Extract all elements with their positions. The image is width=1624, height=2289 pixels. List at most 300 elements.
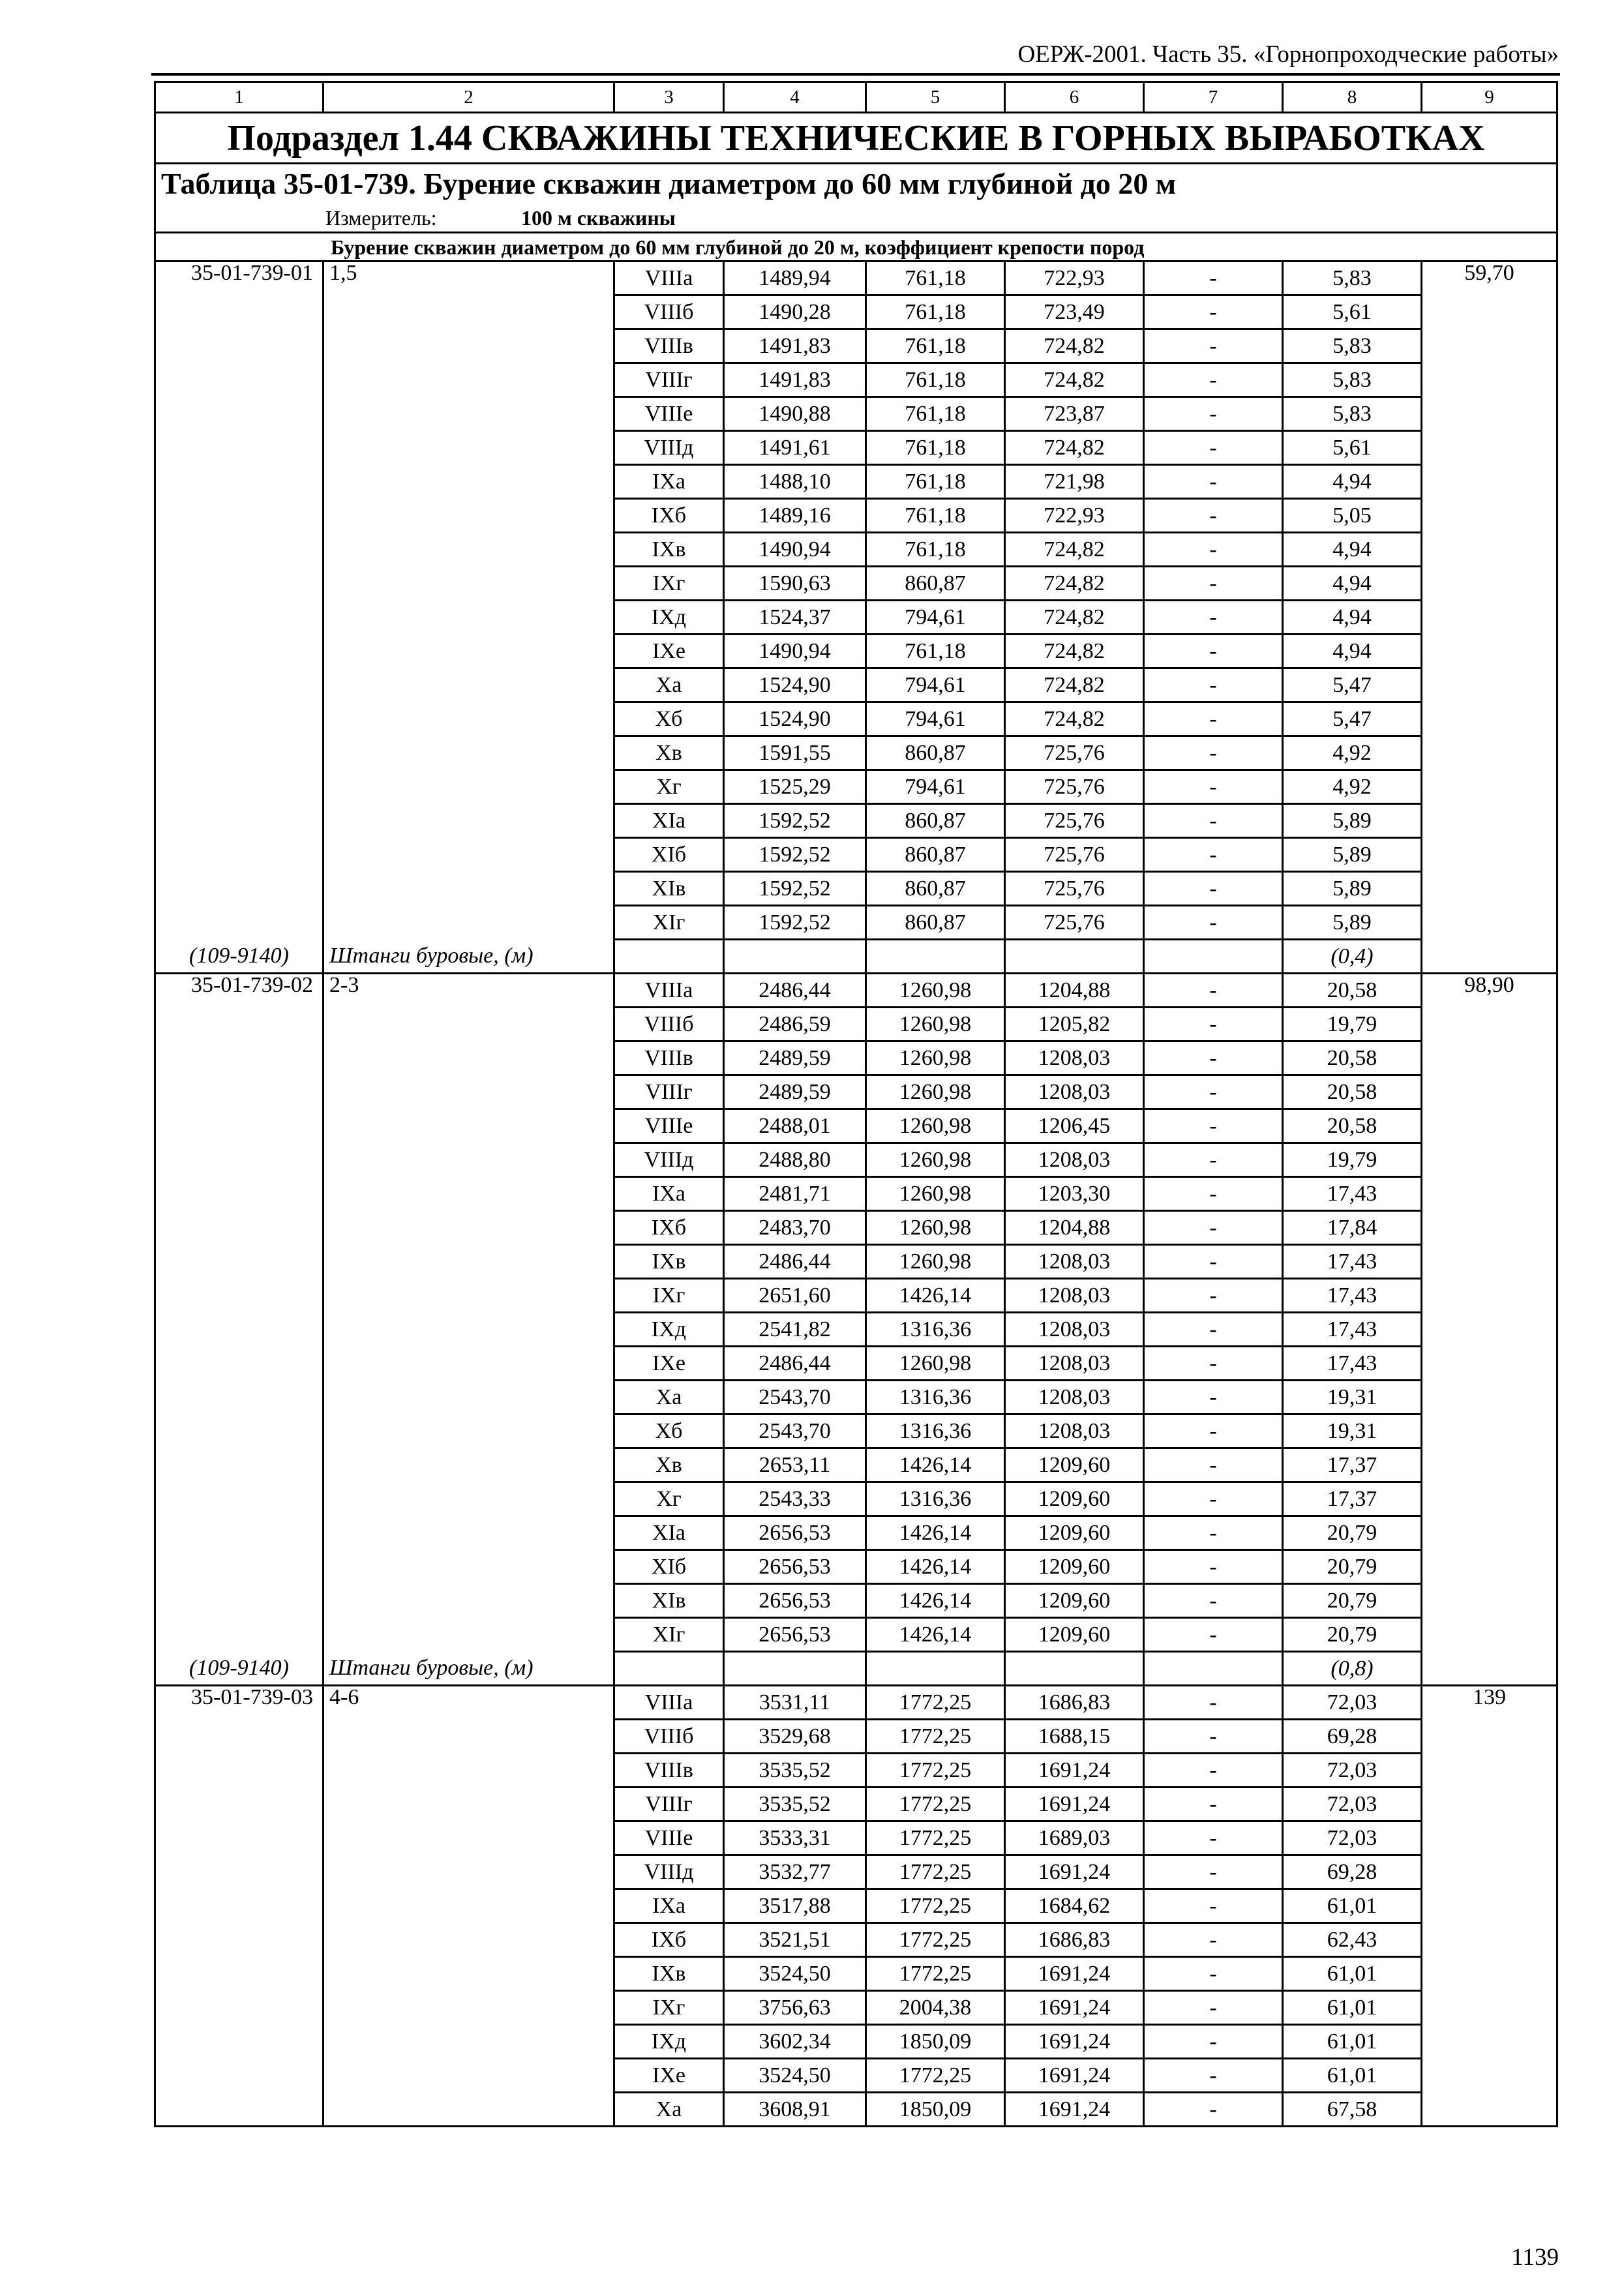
table-row <box>155 1991 1557 2025</box>
table-row <box>155 397 1557 431</box>
table-row <box>155 601 1557 635</box>
rock-category: VIIIд <box>614 1855 724 1889</box>
value-col-9 <box>1422 363 1557 397</box>
value-col-5: 1772,25 <box>866 1855 1005 1889</box>
value-col-9 <box>1422 1279 1557 1313</box>
norm-code <box>155 1414 323 1448</box>
table-row <box>155 2093 1557 2127</box>
value-col-6: 723,49 <box>1005 295 1144 329</box>
value-col-5: 1260,98 <box>866 1109 1005 1143</box>
table-row <box>155 1923 1557 1957</box>
value-col-9 <box>1422 804 1557 838</box>
value-col-9 <box>1422 1381 1557 1414</box>
value-col-4: 1491,83 <box>724 329 866 363</box>
table-row <box>155 1075 1557 1109</box>
value-col-5: 1260,98 <box>866 1177 1005 1211</box>
value-col-4: 2483,70 <box>724 1211 866 1245</box>
value-col-5: 761,18 <box>866 465 1005 499</box>
table-row <box>155 329 1557 363</box>
value-col-9 <box>1422 2059 1557 2093</box>
value-col-5: 1260,98 <box>866 1245 1005 1279</box>
rock-category: VIIIб <box>614 295 724 329</box>
value-col-7: - <box>1144 1855 1283 1889</box>
value-col-5: 761,18 <box>866 533 1005 567</box>
norm-code <box>155 397 323 431</box>
description-text: Бурение скважин диаметром до 60 мм глубиной до 20 м, коэффициент крепости пород <box>155 233 1557 262</box>
value-col-7: - <box>1144 1211 1283 1245</box>
crew-size <box>323 1855 614 1889</box>
value-col-6: 1691,24 <box>1005 1991 1144 2025</box>
rock-category: VIIIе <box>614 1109 724 1143</box>
value-col-7: - <box>1144 2025 1283 2059</box>
norm-code <box>155 601 323 635</box>
table-row <box>155 974 1557 1008</box>
table-row <box>155 1381 1557 1414</box>
value-col-4: 1592,52 <box>724 804 866 838</box>
value-col-7: - <box>1144 1177 1283 1211</box>
value-col-7: - <box>1144 1347 1283 1381</box>
norms-table <box>154 81 1558 2127</box>
value-col-8: 17,37 <box>1283 1448 1422 1482</box>
value-col-7: - <box>1144 397 1283 431</box>
table-row <box>155 1143 1557 1177</box>
rock-category: Xа <box>614 1381 724 1414</box>
value-col-6: 724,82 <box>1005 635 1144 668</box>
table-row <box>155 1720 1557 1754</box>
crew-size <box>323 1279 614 1313</box>
value-col-8: 17,84 <box>1283 1211 1422 1245</box>
value-col-8: 62,43 <box>1283 1923 1422 1957</box>
crew-size <box>323 1516 614 1550</box>
value-col-5: 1260,98 <box>866 1041 1005 1075</box>
value-col-8: 5,47 <box>1283 668 1422 702</box>
value-col-9 <box>1422 1482 1557 1516</box>
value-col-6: 1684,62 <box>1005 1889 1144 1923</box>
value-col-4: 2656,53 <box>724 1516 866 1550</box>
table-row <box>155 668 1557 702</box>
value-col-7: - <box>1144 668 1283 702</box>
value-col-9 <box>1422 1754 1557 1788</box>
value-col-6: 725,76 <box>1005 804 1144 838</box>
crew-size <box>323 1381 614 1414</box>
value-col-6: 1203,30 <box>1005 1177 1144 1211</box>
value-col-7: - <box>1144 1991 1283 2025</box>
table-row <box>155 1279 1557 1313</box>
value-col-5: 1426,14 <box>866 1279 1005 1313</box>
table-row <box>155 1109 1557 1143</box>
rock-category: IXб <box>614 1923 724 1957</box>
value-col-5: 860,87 <box>866 736 1005 770</box>
measure-row <box>155 204 1557 233</box>
value-col-7: - <box>1144 974 1283 1008</box>
value-col-9 <box>1422 295 1557 329</box>
table-row <box>155 1041 1557 1075</box>
section-title-row <box>155 113 1557 164</box>
value-col-4: 3608,91 <box>724 2093 866 2127</box>
value-col-5: 1316,36 <box>866 1482 1005 1516</box>
rock-category: XIб <box>614 838 724 872</box>
table-row <box>155 770 1557 804</box>
value-col-4: 3532,77 <box>724 1855 866 1889</box>
value-col-4: 1491,83 <box>724 363 866 397</box>
norm-code <box>155 1279 323 1313</box>
table-row <box>155 1347 1557 1381</box>
value-col-4: 3535,52 <box>724 1788 866 1821</box>
value-col-9 <box>1422 1889 1557 1923</box>
value-col-8: 19,79 <box>1283 1143 1422 1177</box>
empty-cell <box>724 940 866 974</box>
value-col-7: - <box>1144 465 1283 499</box>
norm-code <box>155 533 323 567</box>
value-col-8: 4,94 <box>1283 533 1422 567</box>
rock-category: VIIIг <box>614 363 724 397</box>
value-col-5: 860,87 <box>866 872 1005 906</box>
value-col-9 <box>1422 1550 1557 1584</box>
crew-size <box>323 329 614 363</box>
rock-category: VIIIд <box>614 1143 724 1177</box>
value-col-9 <box>1422 431 1557 465</box>
crew-size <box>323 1754 614 1788</box>
value-col-8: 20,58 <box>1283 1075 1422 1109</box>
value-col-6: 1204,88 <box>1005 974 1144 1008</box>
value-col-4: 1524,90 <box>724 702 866 736</box>
crew-size <box>323 363 614 397</box>
crew-size <box>323 1075 614 1109</box>
rock-category: XIб <box>614 1550 724 1584</box>
rock-category: XIа <box>614 1516 724 1550</box>
value-col-7: - <box>1144 262 1283 295</box>
value-col-9 <box>1422 567 1557 601</box>
value-col-6: 721,98 <box>1005 465 1144 499</box>
value-col-8: 20,79 <box>1283 1618 1422 1652</box>
value-col-8: 19,31 <box>1283 1381 1422 1414</box>
empty-cell <box>724 1652 866 1686</box>
value-col-6: 1209,60 <box>1005 1618 1144 1652</box>
rock-category: XIг <box>614 906 724 940</box>
table-row <box>155 702 1557 736</box>
value-col-6: 1205,82 <box>1005 1008 1144 1041</box>
value-col-5: 761,18 <box>866 635 1005 668</box>
value-col-9 <box>1422 397 1557 431</box>
value-col-6: 1691,24 <box>1005 1957 1144 1991</box>
value-col-9 <box>1422 465 1557 499</box>
value-col-5: 761,18 <box>866 262 1005 295</box>
rock-category: IXе <box>614 2059 724 2093</box>
value-col-5: 1260,98 <box>866 974 1005 1008</box>
crew-size <box>323 431 614 465</box>
value-col-6: 1691,24 <box>1005 2059 1144 2093</box>
table-row <box>155 804 1557 838</box>
crew-size <box>323 872 614 906</box>
crew-size <box>323 702 614 736</box>
value-col-8: 5,89 <box>1283 838 1422 872</box>
value-col-7: - <box>1144 1584 1283 1618</box>
resource-row <box>155 940 1557 974</box>
value-col-8: 5,05 <box>1283 499 1422 533</box>
crew-size <box>323 499 614 533</box>
value-col-5: 794,61 <box>866 770 1005 804</box>
value-col-9 <box>1422 1821 1557 1855</box>
value-col-6: 1208,03 <box>1005 1347 1144 1381</box>
table-row <box>155 2025 1557 2059</box>
value-col-5: 1260,98 <box>866 1347 1005 1381</box>
value-col-9 <box>1422 1414 1557 1448</box>
value-col-7: - <box>1144 1618 1283 1652</box>
value-col-4: 2481,71 <box>724 1177 866 1211</box>
value-col-9 <box>1422 1075 1557 1109</box>
value-col-8: 61,01 <box>1283 2059 1422 2093</box>
value-col-6: 723,87 <box>1005 397 1144 431</box>
norm-code <box>155 1482 323 1516</box>
value-col-4: 3756,63 <box>724 1991 866 2025</box>
column-number-row <box>155 82 1557 113</box>
rock-category: IXд <box>614 601 724 635</box>
value-col-8: 5,61 <box>1283 431 1422 465</box>
norm-code <box>155 2025 323 2059</box>
norm-code <box>155 1788 323 1821</box>
value-col-7: - <box>1144 1516 1283 1550</box>
value-col-8: 19,79 <box>1283 1008 1422 1041</box>
value-col-4: 2488,01 <box>724 1109 866 1143</box>
value-col-7: - <box>1144 906 1283 940</box>
rock-category: IXа <box>614 1889 724 1923</box>
value-col-4: 3524,50 <box>724 1957 866 1991</box>
value-col-8: 17,43 <box>1283 1279 1422 1313</box>
crew-size <box>323 804 614 838</box>
crew-size <box>323 1448 614 1482</box>
value-col-7: - <box>1144 1754 1283 1788</box>
value-col-5: 1426,14 <box>866 1584 1005 1618</box>
value-col-6: 1208,03 <box>1005 1279 1144 1313</box>
column-number: 2 <box>323 82 614 113</box>
value-col-8: 19,31 <box>1283 1414 1422 1448</box>
value-col-5: 860,87 <box>866 906 1005 940</box>
norm-code <box>155 702 323 736</box>
crew-size <box>323 1957 614 1991</box>
value-col-5: 1316,36 <box>866 1414 1005 1448</box>
value-col-7: - <box>1144 1482 1283 1516</box>
value-col-4: 3529,68 <box>724 1720 866 1754</box>
table-row <box>155 431 1557 465</box>
value-col-8: 17,43 <box>1283 1313 1422 1347</box>
crew-size: 2-3 <box>323 974 614 1008</box>
table-row <box>155 465 1557 499</box>
value-col-8: 20,58 <box>1283 1041 1422 1075</box>
crew-size <box>323 1313 614 1347</box>
norm-code <box>155 1245 323 1279</box>
value-col-4: 2486,44 <box>724 1347 866 1381</box>
value-col-6: 1208,03 <box>1005 1313 1144 1347</box>
table-row <box>155 1313 1557 1347</box>
measure-value: 100 м скважины <box>521 205 676 230</box>
rock-category: IXа <box>614 1177 724 1211</box>
value-col-4: 2543,33 <box>724 1482 866 1516</box>
page-number: 1139 <box>1511 2244 1559 2271</box>
value-col-6: 1209,60 <box>1005 1482 1144 1516</box>
value-col-4: 1525,29 <box>724 770 866 804</box>
value-col-4: 3533,31 <box>724 1821 866 1855</box>
rock-category: IXе <box>614 1347 724 1381</box>
value-col-4: 1490,94 <box>724 533 866 567</box>
crew-size <box>323 736 614 770</box>
value-col-5: 1772,25 <box>866 1821 1005 1855</box>
rock-category: VIIIе <box>614 1821 724 1855</box>
norm-code <box>155 567 323 601</box>
value-col-4: 2541,82 <box>724 1313 866 1347</box>
value-col-9 <box>1422 1923 1557 1957</box>
value-col-4: 2543,70 <box>724 1414 866 1448</box>
value-col-4: 2651,60 <box>724 1279 866 1313</box>
value-col-7: - <box>1144 2059 1283 2093</box>
value-col-4: 1592,52 <box>724 906 866 940</box>
norm-code <box>155 1448 323 1482</box>
rock-category: VIIIб <box>614 1720 724 1754</box>
value-col-7: - <box>1144 1720 1283 1754</box>
crew-size <box>323 1991 614 2025</box>
rock-category: Xг <box>614 770 724 804</box>
column-number: 1 <box>155 82 323 113</box>
value-col-5: 1772,25 <box>866 1788 1005 1821</box>
value-col-7: - <box>1144 1788 1283 1821</box>
resource-name: Штанги буровые, (м) <box>323 940 614 974</box>
value-col-5: 761,18 <box>866 295 1005 329</box>
value-col-9 <box>1422 533 1557 567</box>
value-col-4: 3521,51 <box>724 1923 866 1957</box>
rock-category: Xв <box>614 1448 724 1482</box>
value-col-4: 2489,59 <box>724 1041 866 1075</box>
value-col-9 <box>1422 838 1557 872</box>
crew-size <box>323 906 614 940</box>
value-col-5: 794,61 <box>866 601 1005 635</box>
value-col-7: - <box>1144 1075 1283 1109</box>
value-col-8: 72,03 <box>1283 1686 1422 1720</box>
table-row <box>155 736 1557 770</box>
norm-code <box>155 1754 323 1788</box>
value-col-5: 1316,36 <box>866 1313 1005 1347</box>
value-col-7: - <box>1144 533 1283 567</box>
column-number: 4 <box>724 82 866 113</box>
norm-code: 35-01-739-03 <box>155 1686 323 1720</box>
norm-code <box>155 770 323 804</box>
value-col-9 <box>1422 1245 1557 1279</box>
crew-size <box>323 601 614 635</box>
value-col-5: 860,87 <box>866 838 1005 872</box>
rock-category: IXг <box>614 1991 724 2025</box>
column-number: 5 <box>866 82 1005 113</box>
value-col-9 <box>1422 1584 1557 1618</box>
value-col-7: - <box>1144 702 1283 736</box>
value-col-8: 72,03 <box>1283 1754 1422 1788</box>
header-rule <box>151 73 1560 76</box>
value-col-8: 17,43 <box>1283 1245 1422 1279</box>
value-col-8: 20,58 <box>1283 1109 1422 1143</box>
norm-code <box>155 1347 323 1381</box>
norm-code <box>155 736 323 770</box>
value-col-7: - <box>1144 1313 1283 1347</box>
table-row <box>155 363 1557 397</box>
value-col-4: 1592,52 <box>724 838 866 872</box>
value-col-4: 1524,90 <box>724 668 866 702</box>
crew-size <box>323 465 614 499</box>
value-col-7: - <box>1144 2093 1283 2127</box>
crew-size <box>323 1109 614 1143</box>
value-col-5: 1260,98 <box>866 1143 1005 1177</box>
crew-size <box>323 1923 614 1957</box>
table-row <box>155 295 1557 329</box>
value-col-7: - <box>1144 635 1283 668</box>
value-col-8: 4,94 <box>1283 567 1422 601</box>
rock-category: IXг <box>614 1279 724 1313</box>
value-col-8: 5,83 <box>1283 329 1422 363</box>
value-col-4: 2486,59 <box>724 1008 866 1041</box>
empty-cell <box>1144 940 1283 974</box>
table-row <box>155 1788 1557 1821</box>
value-col-8: 61,01 <box>1283 1991 1422 2025</box>
empty-cell <box>1005 940 1144 974</box>
crew-size <box>323 635 614 668</box>
value-col-5: 2004,38 <box>866 1991 1005 2025</box>
value-col-9 <box>1422 1008 1557 1041</box>
crew-size <box>323 567 614 601</box>
value-col-5: 1772,25 <box>866 1889 1005 1923</box>
value-col-7: - <box>1144 1143 1283 1177</box>
value-col-4: 2656,53 <box>724 1618 866 1652</box>
empty-cell <box>1144 1652 1283 1686</box>
norm-code <box>155 838 323 872</box>
rock-category: Xб <box>614 1414 724 1448</box>
value-col-4: 3535,52 <box>724 1754 866 1788</box>
table-row <box>155 906 1557 940</box>
table-row <box>155 1618 1557 1652</box>
norm-code <box>155 1143 323 1177</box>
norm-code <box>155 2093 323 2127</box>
value-col-4: 1592,52 <box>724 872 866 906</box>
value-col-9 <box>1422 601 1557 635</box>
value-col-5: 761,18 <box>866 329 1005 363</box>
value-col-6: 1686,83 <box>1005 1923 1144 1957</box>
value-col-7: - <box>1144 1550 1283 1584</box>
value-col-4: 2653,11 <box>724 1448 866 1482</box>
rock-category: XIа <box>614 804 724 838</box>
rock-category: IXг <box>614 567 724 601</box>
resource-value: (0,4) <box>1283 940 1422 974</box>
empty-cell <box>614 940 724 974</box>
value-col-6: 724,82 <box>1005 533 1144 567</box>
value-col-5: 1772,25 <box>866 1957 1005 1991</box>
value-col-9 <box>1422 1720 1557 1754</box>
rock-category: XIг <box>614 1618 724 1652</box>
value-col-7: - <box>1144 804 1283 838</box>
table-row <box>155 567 1557 601</box>
table-row <box>155 1211 1557 1245</box>
value-col-6: 724,82 <box>1005 431 1144 465</box>
value-col-5: 761,18 <box>866 499 1005 533</box>
rock-category: VIIIв <box>614 329 724 363</box>
resource-code: (109-9140) <box>155 1652 323 1686</box>
value-col-7: - <box>1144 1041 1283 1075</box>
crew-size <box>323 1618 614 1652</box>
rock-category: IXа <box>614 465 724 499</box>
value-col-4: 2488,80 <box>724 1143 866 1177</box>
value-col-5: 761,18 <box>866 363 1005 397</box>
value-col-5: 860,87 <box>866 804 1005 838</box>
rock-category: IXв <box>614 1957 724 1991</box>
crew-size <box>323 1550 614 1584</box>
crew-size <box>323 1788 614 1821</box>
value-col-4: 1490,28 <box>724 295 866 329</box>
value-col-9: 59,70 <box>1422 262 1557 295</box>
norm-code <box>155 1584 323 1618</box>
